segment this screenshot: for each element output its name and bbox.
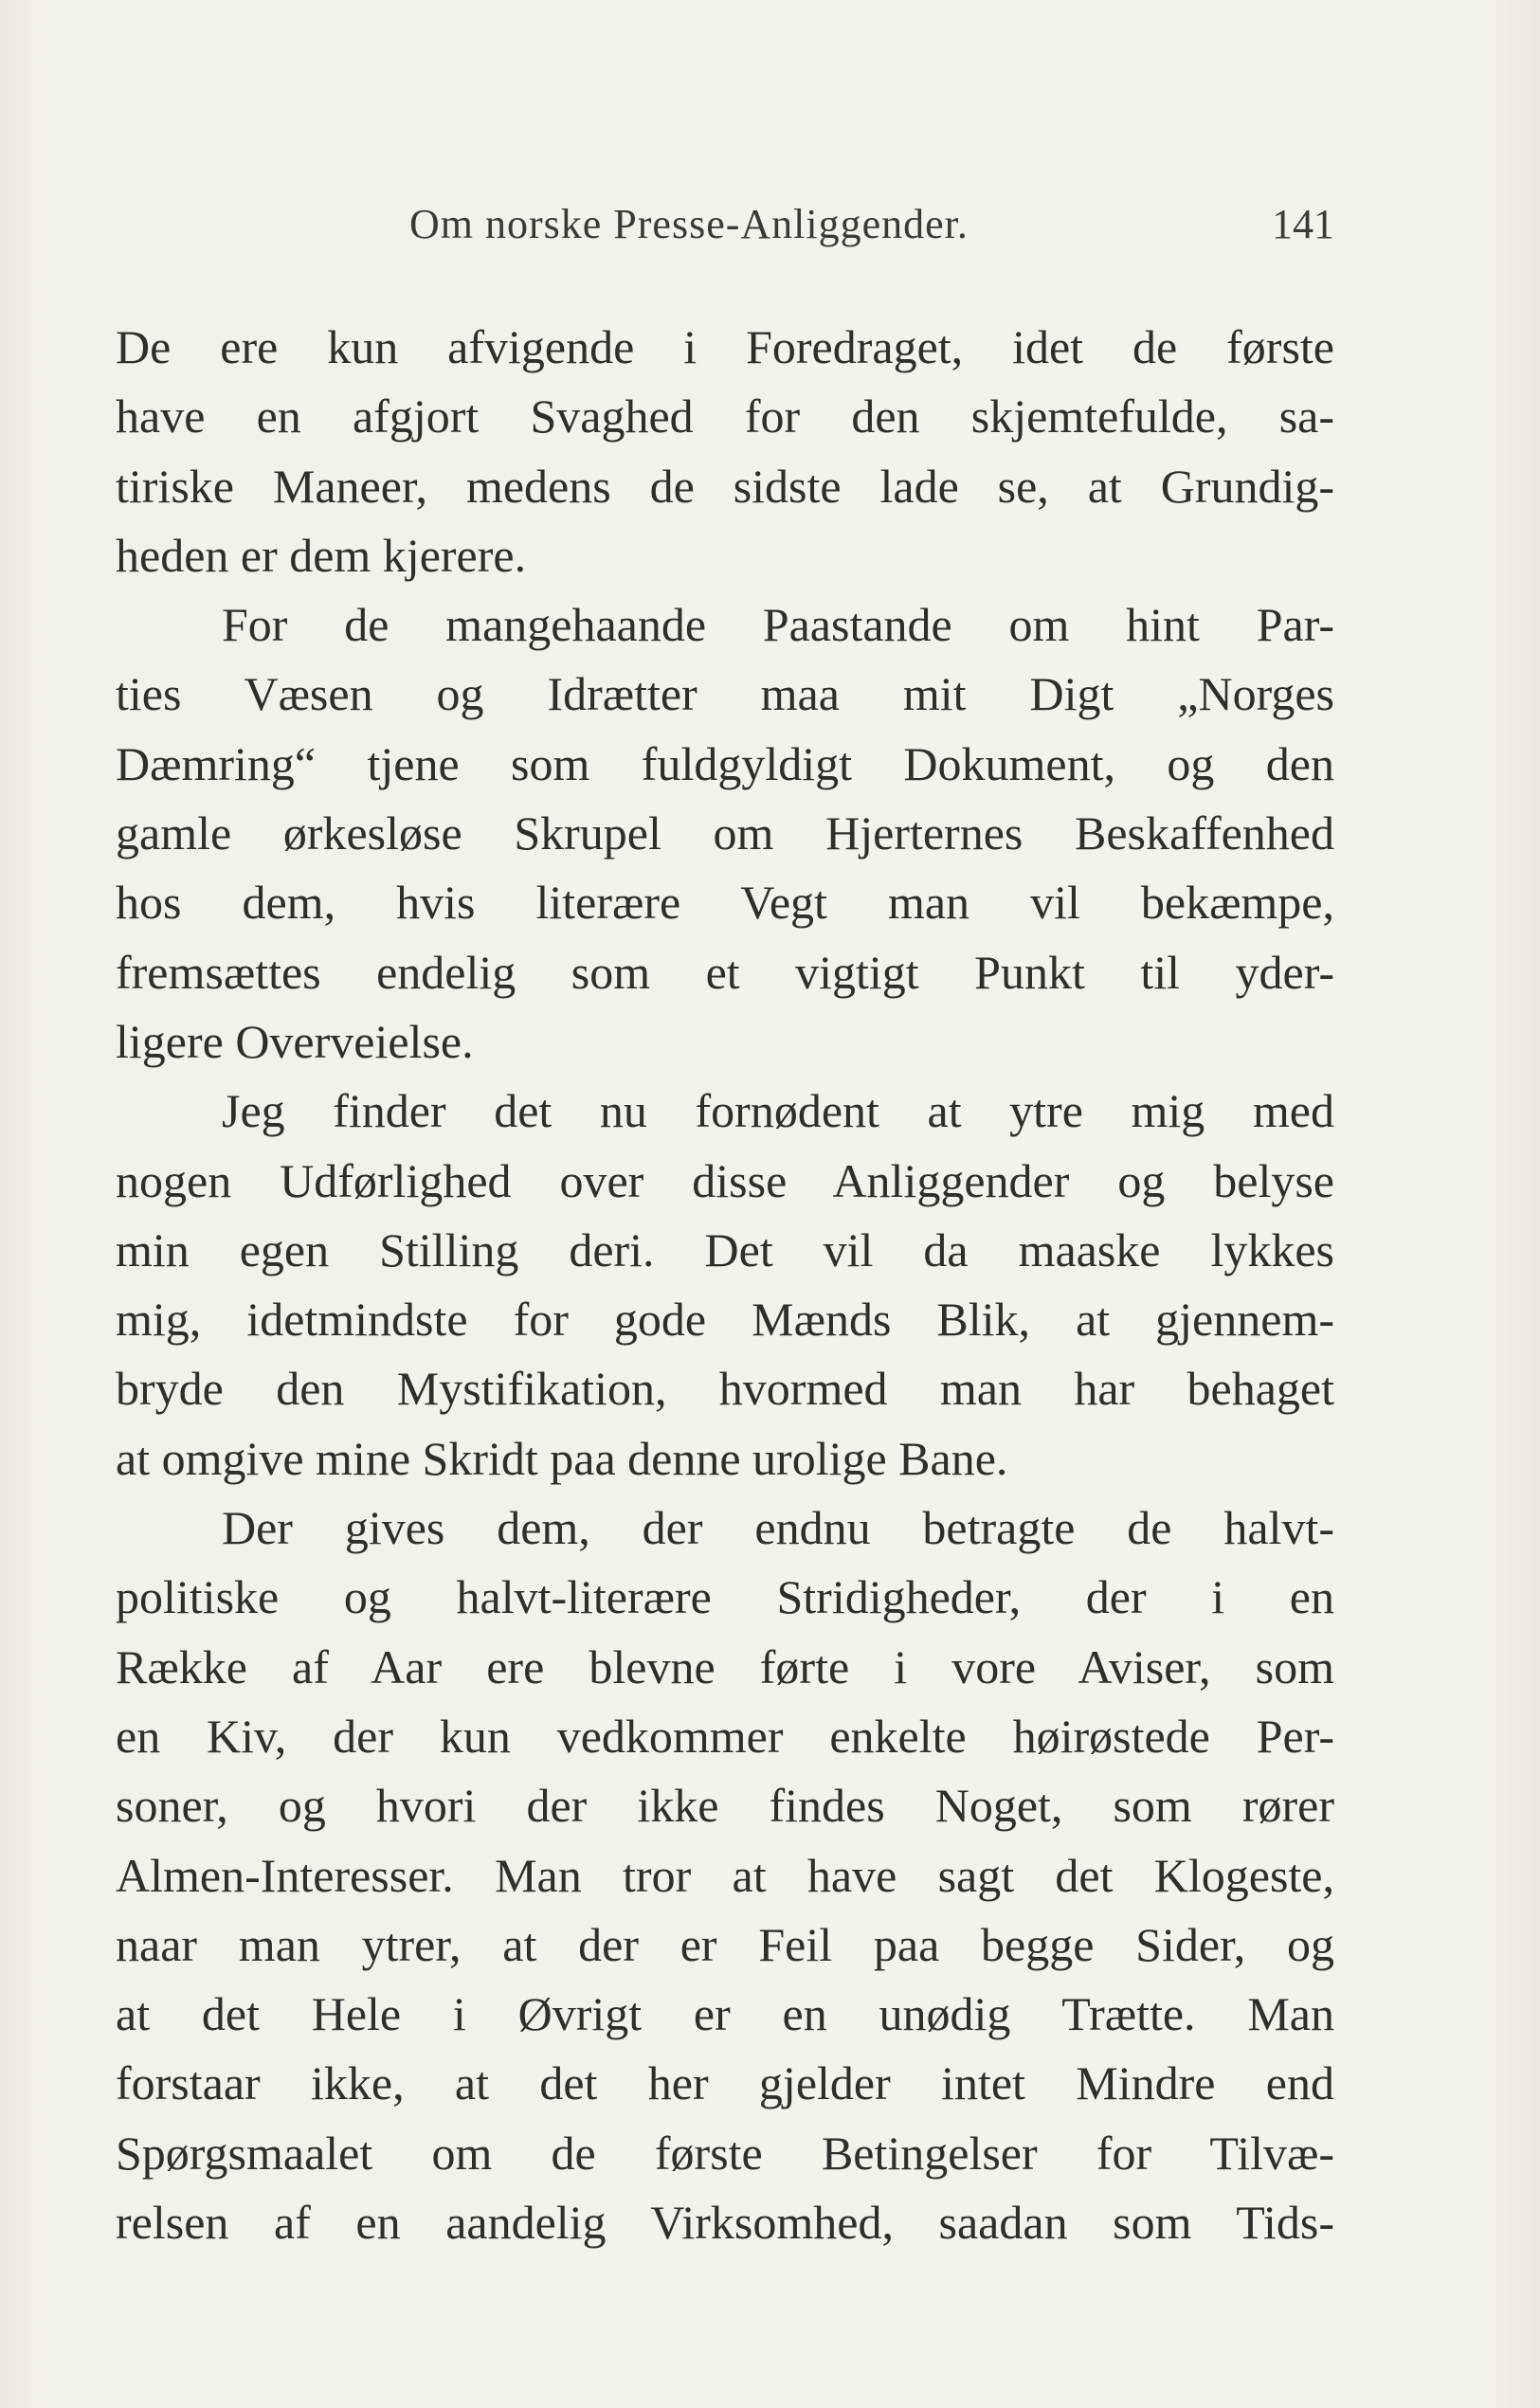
text-line: Der gives dem, der endnu betragte de halvt- bbox=[222, 1501, 1334, 1555]
text-line: Dæmring“ tjene som fuldgyldigt Dokument, og den bbox=[116, 736, 1334, 790]
text-line: Spørgsmaalet om de første Betingelser for Tilvæ- bbox=[116, 2126, 1334, 2180]
text-line: For de mangehaande Paastande om hint Par- bbox=[222, 598, 1334, 652]
text-line: soner, og hvori der ikke findes Noget, som rører bbox=[116, 1779, 1334, 1833]
text-line: en Kiv, der kun vedkommer enkelte høirøstede Per- bbox=[116, 1709, 1334, 1763]
text-line: at det Hele i Øvrigt er en unødig Trætte. Man bbox=[116, 1987, 1334, 2041]
text-line: mig, idetmindste for gode Mænds Blik, at gjennem- bbox=[116, 1293, 1334, 1347]
text-line: Række af Aar ere blevne førte i vore Aviser, som bbox=[116, 1639, 1334, 1693]
text-line: ligere Overveielse. bbox=[116, 1014, 474, 1068]
text-line: naar man ytrer, at der er Feil paa begge Sider, og bbox=[116, 1917, 1334, 1971]
text-line: politiske og halvt-literære Stridigheder, der i en bbox=[116, 1570, 1334, 1624]
running-title: Om norske Presse-Anliggender. bbox=[409, 201, 969, 247]
text-line: at omgive mine Skridt paa denne urolige Bane. bbox=[116, 1431, 1008, 1485]
text-line: De ere kun afvigende i Foredraget, idet de første bbox=[116, 320, 1334, 373]
text-line: nogen Udførlighed over disse Anliggender og belyse bbox=[116, 1153, 1334, 1207]
text-line: ties Væsen og Idrætter maa mit Digt „Norges bbox=[116, 667, 1334, 721]
page-number: 141 bbox=[1272, 201, 1334, 247]
text-line: hos dem, hvis literære Vegt man vil bekæmpe, bbox=[116, 876, 1334, 930]
text-line: fremsættes endelig som et vigtigt Punkt til yder- bbox=[116, 945, 1334, 999]
running-header bbox=[116, 194, 1334, 261]
text-line: Almen-Interesser. Man tror at have sagt det Klogeste, bbox=[116, 1848, 1334, 1902]
text-line: heden er dem kjerere. bbox=[116, 528, 527, 582]
text-line: Jeg finder det nu fornødent at ytre mig med bbox=[222, 1084, 1334, 1138]
text-line: bryde den Mystifikation, hvormed man har behaget bbox=[116, 1362, 1334, 1416]
text-line: have en afgjort Svaghed for den skjemtefulde, sa- bbox=[116, 389, 1334, 444]
body-text bbox=[116, 313, 1334, 2257]
text-line: tiriske Maneer, medens de sidste lade se, at Grundig- bbox=[116, 459, 1334, 513]
text-line: min egen Stilling deri. Det vil da maaske lykkes bbox=[116, 1222, 1334, 1276]
text-line: gamle ørkesløse Skrupel om Hjerternes Beskaffenhed bbox=[116, 806, 1334, 860]
text-line: relsen af en aandelig Virksomhed, saadan som Tids- bbox=[116, 2196, 1334, 2250]
text-line: forstaar ikke, at det her gjelder intet Mindre end bbox=[116, 2056, 1334, 2110]
